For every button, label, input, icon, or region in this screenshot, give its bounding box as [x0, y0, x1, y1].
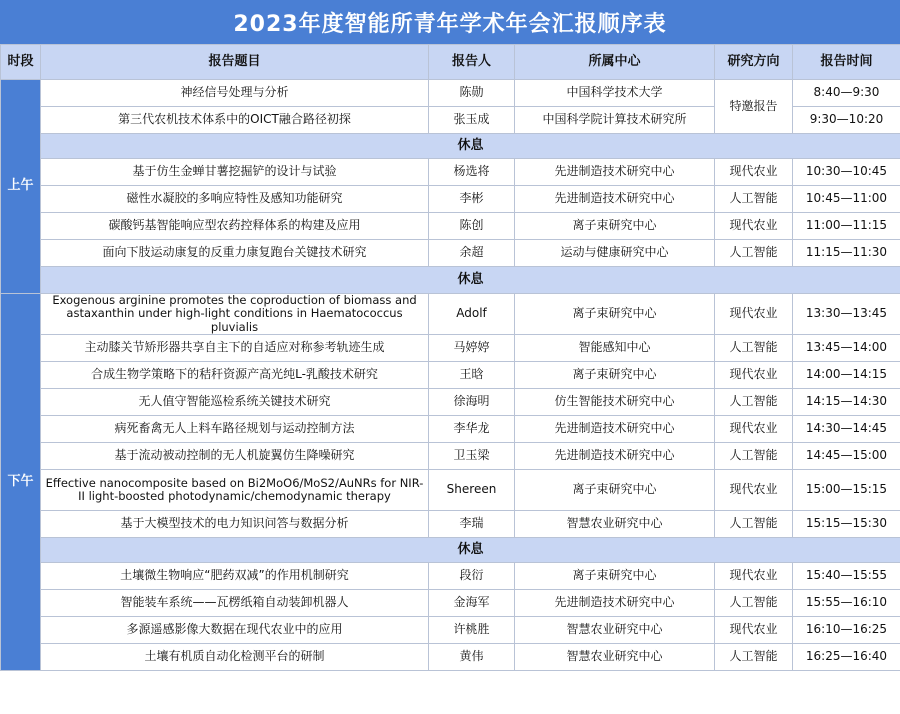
- center-cell: 中国科学技术大学: [515, 80, 715, 107]
- topic-cell: 土壤有机质自动化检测平台的研制: [41, 644, 429, 671]
- table-row: [1, 362, 900, 389]
- time-cell: 13:30—13:45: [793, 294, 900, 335]
- center-cell: 先进制造技术研究中心: [515, 590, 715, 617]
- center-cell: 离子束研究中心: [515, 563, 715, 590]
- speaker-cell: 陈创: [429, 213, 515, 240]
- speaker-cell: 李彬: [429, 186, 515, 213]
- center-cell: 离子束研究中心: [515, 470, 715, 511]
- speaker-cell: 杨选将: [429, 159, 515, 186]
- time-cell: 8:40—9:30: [793, 80, 900, 107]
- speaker-cell: 马婷婷: [429, 335, 515, 362]
- topic-cell: 无人值守智能巡检系统关键技术研究: [41, 389, 429, 416]
- time-cell: 10:30—10:45: [793, 159, 900, 186]
- topic-cell: 多源遥感影像大数据在现代农业中的应用: [41, 617, 429, 644]
- break-label: 休息: [41, 134, 900, 159]
- table-row: [1, 159, 900, 186]
- table-row: [1, 240, 900, 267]
- page-title: 2023年度智能所青年学术年会汇报顺序表: [0, 0, 900, 44]
- break-row: [1, 267, 900, 294]
- center-cell: 智慧农业研究中心: [515, 511, 715, 538]
- break-row: [1, 538, 900, 563]
- time-cell: 14:30—14:45: [793, 416, 900, 443]
- center-cell: 仿生智能技术研究中心: [515, 389, 715, 416]
- topic-cell: Exogenous arginine promotes the coproduction of biomass and astaxanthin under high-light conditions in Haematococcus pluvialis: [41, 294, 429, 335]
- center-cell: 离子束研究中心: [515, 213, 715, 240]
- topic-cell: 智能装车系统——瓦楞纸箱自动装卸机器人: [41, 590, 429, 617]
- center-cell: 离子束研究中心: [515, 294, 715, 335]
- time-cell: 16:25—16:40: [793, 644, 900, 671]
- direction-cell: 人工智能: [715, 335, 793, 362]
- speaker-cell: 卫玉梁: [429, 443, 515, 470]
- topic-cell: 神经信号处理与分析: [41, 80, 429, 107]
- time-cell: 15:40—15:55: [793, 563, 900, 590]
- header-direction: 研究方向: [715, 45, 793, 80]
- topic-cell: 碳酸钙基智能响应型农药控释体系的构建及应用: [41, 213, 429, 240]
- topic-cell: 基于大模型技术的电力知识问答与数据分析: [41, 511, 429, 538]
- time-cell: 9:30—10:20: [793, 107, 900, 134]
- time-cell: 14:45—15:00: [793, 443, 900, 470]
- speaker-cell: 张玉成: [429, 107, 515, 134]
- speaker-cell: 王晗: [429, 362, 515, 389]
- topic-cell: 基于流动被动控制的无人机旋翼仿生降噪研究: [41, 443, 429, 470]
- table-row: [1, 617, 900, 644]
- time-cell: 14:00—14:15: [793, 362, 900, 389]
- direction-cell: 人工智能: [715, 644, 793, 671]
- center-cell: 中国科学院计算技术研究所: [515, 107, 715, 134]
- header-topic: 报告题目: [41, 45, 429, 80]
- table-row: [1, 443, 900, 470]
- direction-cell: 现代农业: [715, 416, 793, 443]
- direction-cell: 人工智能: [715, 240, 793, 267]
- direction-cell: 人工智能: [715, 590, 793, 617]
- table-row: [1, 644, 900, 671]
- direction-cell: 人工智能: [715, 511, 793, 538]
- direction-cell: 现代农业: [715, 470, 793, 511]
- topic-cell: 主动膝关节矫形器共享自主下的自适应对称参考轨迹生成: [41, 335, 429, 362]
- speaker-cell: Shereen: [429, 470, 515, 511]
- center-cell: 智慧农业研究中心: [515, 644, 715, 671]
- table-row: [1, 186, 900, 213]
- center-cell: 先进制造技术研究中心: [515, 416, 715, 443]
- table-row: [1, 416, 900, 443]
- speaker-cell: 金海军: [429, 590, 515, 617]
- header-speaker: 报告人: [429, 45, 515, 80]
- header-row: [1, 45, 900, 80]
- table-row: [1, 294, 900, 335]
- time-cell: 10:45—11:00: [793, 186, 900, 213]
- table-row: [1, 213, 900, 240]
- speaker-cell: 李瑞: [429, 511, 515, 538]
- center-cell: 先进制造技术研究中心: [515, 186, 715, 213]
- table-row: [1, 335, 900, 362]
- center-cell: 先进制造技术研究中心: [515, 159, 715, 186]
- break-row: [1, 134, 900, 159]
- speaker-cell: 余超: [429, 240, 515, 267]
- direction-cell-invited: 特邀报告: [715, 80, 793, 134]
- time-cell: 16:10—16:25: [793, 617, 900, 644]
- direction-cell: 现代农业: [715, 294, 793, 335]
- direction-cell: 现代农业: [715, 362, 793, 389]
- break-label: 休息: [41, 538, 900, 563]
- topic-cell: Effective nanocomposite based on Bi2MoO6/MoS2/AuNRs for NIR-II light-boosted photodynamic/chemodynamic therapy: [41, 470, 429, 511]
- direction-cell: 人工智能: [715, 443, 793, 470]
- direction-cell: 人工智能: [715, 389, 793, 416]
- topic-cell: 病死畜禽无人上料车路径规划与运动控制方法: [41, 416, 429, 443]
- center-cell: 运动与健康研究中心: [515, 240, 715, 267]
- time-cell: 15:00—15:15: [793, 470, 900, 511]
- center-cell: 先进制造技术研究中心: [515, 443, 715, 470]
- time-cell: 15:55—16:10: [793, 590, 900, 617]
- schedule-table: [0, 44, 900, 671]
- header-center: 所属中心: [515, 45, 715, 80]
- topic-cell: 合成生物学策略下的秸秆资源产高光纯L-乳酸技术研究: [41, 362, 429, 389]
- table-row: [1, 389, 900, 416]
- topic-cell: 土壤微生物响应“肥药双减”的作用机制研究: [41, 563, 429, 590]
- time-cell: 11:15—11:30: [793, 240, 900, 267]
- speaker-cell: 李华龙: [429, 416, 515, 443]
- direction-cell: 现代农业: [715, 213, 793, 240]
- time-cell: 15:15—15:30: [793, 511, 900, 538]
- time-cell: 13:45—14:00: [793, 335, 900, 362]
- time-cell: 14:15—14:30: [793, 389, 900, 416]
- topic-cell: 面向下肢运动康复的反重力康复跑台关键技术研究: [41, 240, 429, 267]
- period-morning: 上午: [1, 80, 41, 294]
- time-cell: 11:00—11:15: [793, 213, 900, 240]
- speaker-cell: 陈勋: [429, 80, 515, 107]
- table-row: [1, 511, 900, 538]
- header-period: 时段: [1, 45, 41, 80]
- direction-cell: 人工智能: [715, 186, 793, 213]
- speaker-cell: 段衍: [429, 563, 515, 590]
- period-afternoon: 下午: [1, 294, 41, 671]
- direction-cell: 现代农业: [715, 617, 793, 644]
- topic-cell: 第三代农机技术体系中的OICT融合路径初探: [41, 107, 429, 134]
- speaker-cell: 徐海明: [429, 389, 515, 416]
- header-time: 报告时间: [793, 45, 900, 80]
- speaker-cell: 黄伟: [429, 644, 515, 671]
- topic-cell: 基于仿生金蝉甘薯挖掘铲的设计与试验: [41, 159, 429, 186]
- table-row: [1, 563, 900, 590]
- table-row: [1, 80, 900, 107]
- direction-cell: 现代农业: [715, 159, 793, 186]
- topic-cell: 磁性水凝胶的多响应特性及感知功能研究: [41, 186, 429, 213]
- break-label: 休息: [41, 267, 900, 294]
- direction-cell: 现代农业: [715, 563, 793, 590]
- center-cell: 离子束研究中心: [515, 362, 715, 389]
- speaker-cell: 许桃胜: [429, 617, 515, 644]
- center-cell: 智能感知中心: [515, 335, 715, 362]
- table-row: [1, 470, 900, 511]
- table-row: [1, 590, 900, 617]
- center-cell: 智慧农业研究中心: [515, 617, 715, 644]
- speaker-cell: Adolf: [429, 294, 515, 335]
